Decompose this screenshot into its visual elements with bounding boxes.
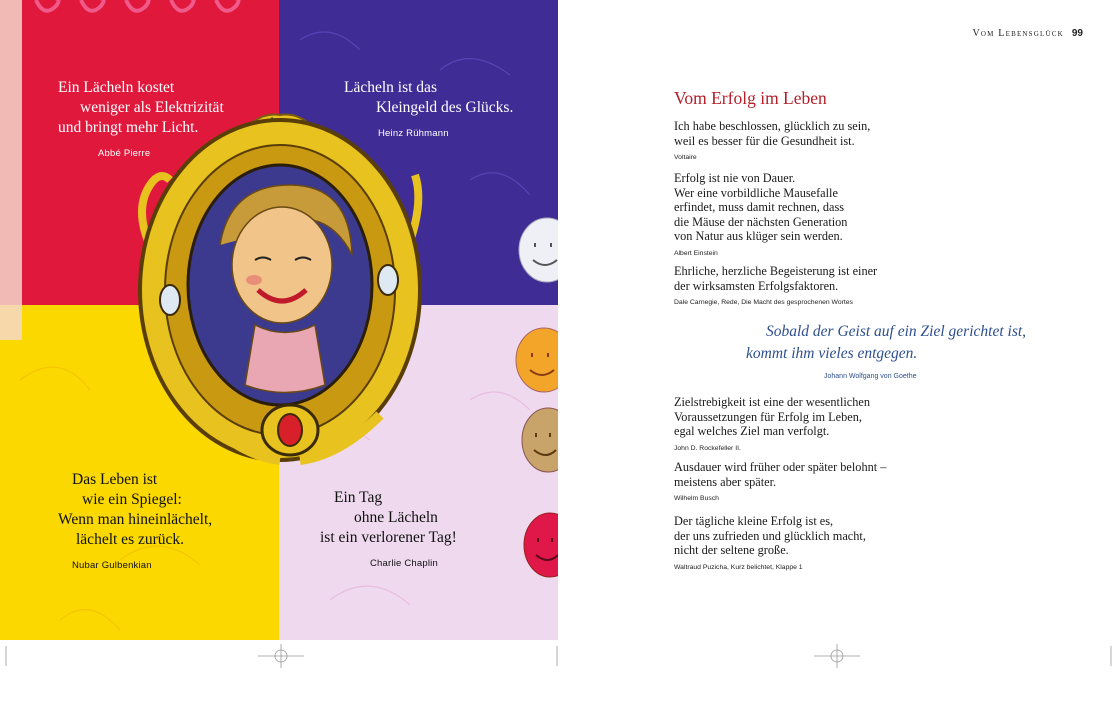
quote-author: Albert Einstein [674, 249, 718, 257]
smiley-face-icon [515, 215, 558, 285]
quote-entry [674, 119, 870, 166]
quote-bottom-right [320, 488, 457, 574]
quote-line: Der tägliche kleine Erfolg ist es, [674, 514, 834, 528]
quote-line: Sobald der Geist auf ein Ziel gerichtet ist, [766, 323, 1027, 340]
smiley-face-icon [512, 325, 558, 395]
quote-line: erfindet, muss damit rechnen, dass [674, 200, 845, 215]
quote-author: Charlie Chaplin [370, 558, 438, 569]
quote-line: lächelt es zurück. [76, 531, 185, 548]
quote-author: John D. Rockefeller II. [674, 444, 741, 452]
quote-line: Ein Tag [334, 489, 383, 506]
quote-line: Das Leben ist [72, 471, 158, 488]
quote-line: die Mäuse der nächsten Generation [674, 214, 848, 229]
smiley-face-icon [518, 405, 558, 475]
page-number: 99 [1071, 28, 1083, 39]
quote-author: Abbé Pierre [98, 148, 151, 159]
quote-line: ohne Lächeln [354, 509, 438, 526]
quote-line: Ein Lächeln kostet [58, 79, 175, 96]
quote-line: weniger als Elektrizität [80, 99, 224, 116]
quote-line: Wenn man hineinlächelt, [58, 511, 213, 528]
quote-line: nicht der seltene große. [674, 543, 789, 558]
quote-line: der wirksamsten Erfolgsfaktoren. [674, 278, 839, 293]
quote-line: Ehrliche, herzliche Begeisterung ist einer [674, 264, 878, 278]
quote-line: Lächeln ist das [344, 79, 437, 96]
quote-line: Voraussetzungen für Erfolg im Leben, [674, 409, 862, 424]
quote-line: Erfolg ist nie von Dauer. [674, 171, 796, 185]
quote-author: Johann Wolfgang von Goethe [824, 373, 917, 380]
quote-author: Voltaire [674, 154, 697, 162]
illustrated-page [0, 0, 558, 640]
running-header [972, 28, 1083, 39]
quote-entry [674, 171, 847, 262]
quote-author: Heinz Rühmann [378, 128, 449, 139]
quote-line: von Natur aus klüger sein werden. [674, 229, 843, 244]
quote-top-left [58, 78, 224, 164]
quote-top-right [344, 78, 513, 144]
quote-line: der uns zufrieden und glücklich macht, [674, 528, 866, 543]
quote-line: Ich habe beschlossen, glücklich zu sein, [674, 119, 871, 133]
highlight-quote [746, 321, 1026, 388]
quote-line: ist ein verlorener Tag! [320, 529, 457, 546]
quote-line: Kleingeld des Glücks. [376, 99, 514, 116]
quote-author: Waltraud Puzicha, Kurz belichtet, Klappe 1 [674, 563, 803, 571]
header-title: Vom Lebensglück [972, 28, 1064, 39]
quote-line: Zielstrebigkeit ist eine der wesentlichen [674, 395, 870, 409]
section-title: Vom Erfolg im Leben [674, 88, 827, 108]
quote-line: Wer eine vorbildliche Mausefalle [674, 185, 838, 200]
quote-entry [674, 514, 866, 575]
quote-author: Dale Carnegie, Rede, Die Macht des gesprochenen Wortes [674, 299, 853, 307]
quote-line: meistens aber später. [674, 474, 777, 489]
quote-line: Ausdauer wird früher oder später belohnt – [674, 460, 887, 474]
quote-line: wie ein Spiegel: [82, 491, 182, 508]
quote-line: kommt ihm vieles entgegen. [746, 345, 918, 362]
quote-entry [674, 264, 877, 311]
quote-author: Nubar Gulbenkian [72, 560, 152, 571]
quote-author: Wilhelm Busch [674, 495, 719, 503]
quote-line: und bringt mehr Licht. [58, 119, 199, 136]
quote-entry [674, 460, 886, 507]
quote-entry [674, 395, 870, 456]
crop-marks [0, 640, 1117, 680]
quote-line: weil es besser für die Gesundheit ist. [674, 133, 855, 148]
quote-bottom-left [58, 470, 212, 576]
smiley-face-icon [520, 510, 558, 580]
quote-line: egal welches Ziel man verfolgt. [674, 424, 830, 439]
